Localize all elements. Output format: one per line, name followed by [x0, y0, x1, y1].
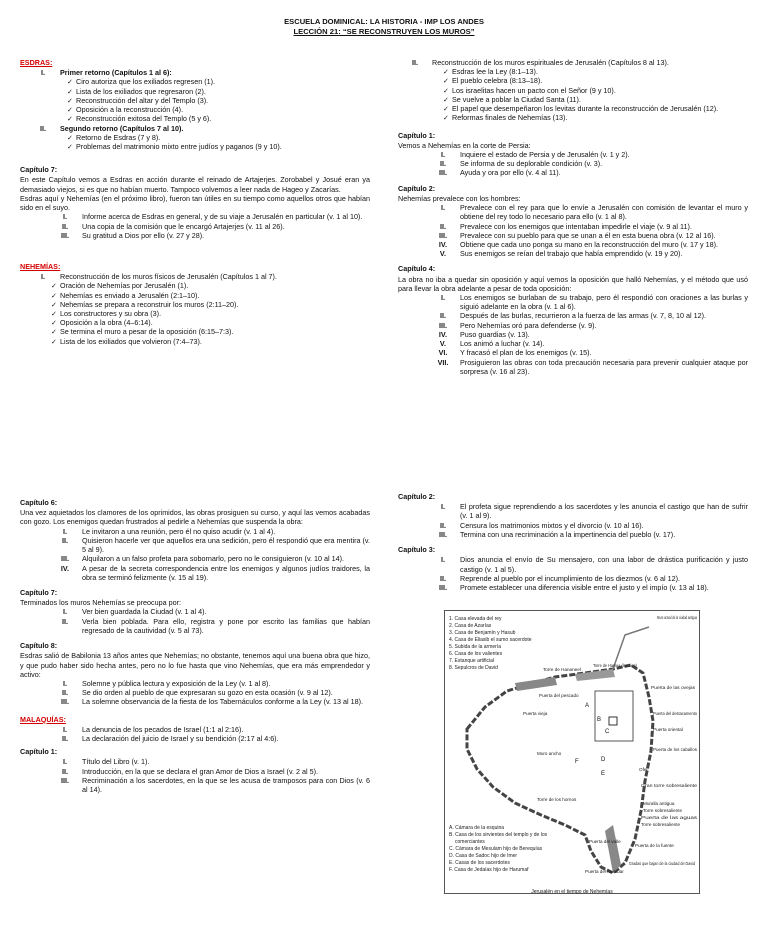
numbered-item: IV. Puso guardias (v. 13).	[438, 329, 530, 339]
m3-heading: Capítulo 3:	[398, 545, 436, 555]
letter-a: A	[585, 703, 590, 709]
lesson-subtitle: LECCIÓN 21: “SE RECONSTRUYEN LOS MUROS”	[293, 26, 475, 36]
check-icon: ✓	[50, 290, 58, 300]
label-destacamento: Puerta del destacamento	[653, 711, 698, 716]
cap7-paragraph-1: En este Capítulo vemos a Esdras en acción durante el reinado de Artajerjes. Zorobabel y Josué eran ya demasiado viejos, si es que no habían muerto. Tampoco volvemos a leer nada de Hageo y Zacarías.	[20, 175, 370, 194]
numbered-item: II. Una copia de la comisión que le encargó Artajerjes (v. 11 al 26).	[62, 221, 285, 231]
label-hornos: Torre de los hornos	[537, 797, 577, 802]
label-torre-sobre: Torre sobresaliente	[643, 808, 683, 813]
check-item: ✓ El papel que desempeñaron los levitas durante la reconstrucción de Jerusalén (12).	[440, 104, 748, 113]
numbered-item: I. Título del Libro (v. 1).	[63, 757, 150, 767]
check-icon: ✓	[442, 76, 450, 86]
label-aguas: Puerta de las aguas	[641, 815, 698, 820]
check-item: ✓ Retorno de Esdras (7 y 8).	[64, 133, 370, 142]
check-icon: ✓	[442, 113, 450, 123]
check-item: ✓ Lista de los exiliados que regresaron (2).	[64, 87, 370, 96]
nehemias-part-1: Reconstrucción de los muros físicos de Jerusalén (Capítulos 1 al 7).	[60, 272, 277, 282]
c7-heading: Capítulo 7:	[20, 587, 58, 597]
check-icon: ✓	[50, 327, 58, 337]
check-item: ✓ Nehemías se prepara a reconstruir los muros (2:11–20).	[48, 300, 370, 309]
check-item: ✓ Problemas del matrimonio mixto entre judíos y paganos (9 y 10).	[64, 142, 370, 151]
legend-item: F. Casa de Jedaías hijo de Harumaf	[449, 867, 529, 873]
letter-f: F	[575, 759, 579, 765]
numbered-item: II. La declaración del juicio de Israel y su bendición (2:17 al 4:6).	[62, 734, 279, 744]
document-title: ESCUELA DOMINICAL: LA HISTORIA - IMP LOS ANDES	[284, 17, 484, 26]
c1-heading: Capítulo 1:	[398, 130, 436, 140]
numbered-item: II. Se informa de su deplorable condición (v. 3).	[440, 159, 603, 169]
numbered-item: III. Ayuda y ora por ello (v. 4 al 11).	[439, 168, 561, 178]
nehemias-part-2: Reconstrucción de los muros espirituales de Jerusalén (Capítulos 8 al 13).	[432, 58, 669, 67]
temple-marker	[609, 717, 617, 725]
check-icon: ✓	[442, 104, 450, 114]
check-item: ✓ Reformas finales de Nehemías (13).	[440, 113, 748, 122]
check-icon: ✓	[66, 114, 74, 124]
numbered-item: IV. A pesar de la secreta correspondencia entre los enemigos y algunos judíos traidores, la obra se terminó felizmente (v. 15 al 19).	[60, 563, 370, 582]
numbered-item: II. Verla bien poblada. Para ello, registra y pone por escrito las familias que habían regresado de la cautividad (v. 5 al 73).	[62, 616, 370, 635]
legend-item: A. Cámara de la esquina	[449, 825, 505, 831]
malaquias-heading: MALAQUÍAS:	[20, 714, 66, 724]
numbered-item: II. Introducción, en la que se declara el gran Amor de Dios a Israel (v. 2 al 5).	[62, 766, 318, 776]
numbered-item: III. Prevalece con su pueblo para que se unan a él en esta buena obra (v. 12 al 16).	[439, 230, 716, 240]
numbered-item: I. Le invitaron a una reunión, pero él no quiso acudir (v. 1 al 4).	[63, 526, 276, 536]
check-icon: ✓	[66, 86, 74, 96]
check-icon: ✓	[442, 94, 450, 104]
letter-b: B	[597, 717, 602, 723]
legend-item: 8. Sepulcros de David	[449, 665, 498, 671]
numbered-item: I. La denuncia de los pecados de Israel (1:1 al 2:16).	[63, 724, 244, 734]
numbered-item: II. Se dio orden al pueblo de que expresaran su gozo en esta ocasión (v. 9 al 12).	[62, 688, 333, 698]
legend-item: 6. Casa de los valientes	[449, 651, 503, 657]
left-bottom-column: Capítulo 6: Una vez aquietados los clamores de los oprimidos, las obras prosiguen su curso, y aquí las vemos acabadas con gozo. Los enemigos quedan frustrados al pedirle a Nehemías que suspenda la obra: I. Le invitaron a una reunión, pero él no quiso acudir (v. 1 al 4). II. Quisieron hacerle ver que aquellos era una sedición, pero él respondió que era mentira (v. 5 al 9). III. Alquilaron a un falso profeta para sobornarlo, pero no le consiguieron (v. 10 al 14). IV. A pesar de la secreta correspondencia entre los enemigos y algunos judíos traidores, la obra se terminó felizmente (v. 15 al 19). Capítulo 7: Terminados los muros Nehemías se preocupa por: I. Ver bien guardada la Ciudad (v. 1 al 4). II. Verla bien poblada. Para ello, registra y pone por escrito las familias que habían regresado de la cautividad (v. 5 al 73). Capítulo 8: Esdras salió de Babilonia 13 años antes que Nehemías; no obstante, tenemos aquí una buena obra que hizo, y que pudo haber sido hecha antes, pero no lo fue hasta que vino Nehemías, que era más emprendedor y activo: I. Solemne y pública lectura y exposición de la Ley (v. 1 al 8). II. Se dio orden al pueblo de que expresaran su gozo en esta ocasión (v. 9 al 12). III. La solemne observancia de la fiesta de los Tabernáculos conforme a la Ley (v. 13 al 18). MALAQUÍAS: I. La denuncia de los pecados de Israel (1:1 al 2:16). II. La declaración del juicio de Israel y su bendición (2:17 al 4:6). Capítulo 1: I. Título del Libro (v. 1). II. Introducción, en la que se declara el gran Amor de Dios a Israel (v. 2 al 5). III. Recriminación a los sacerdotes, en la que se les acusa de tramposos para con Dios (v. 6 al 14).	[20, 498, 370, 795]
c2-heading: Capítulo 2:	[398, 183, 436, 193]
check-item: ✓ Los israelitas hacen un pacto con el Señor (9 y 10).	[440, 86, 748, 95]
numbered-item: I. Informe acerca de Esdras en general, y de su viaje a Jerusalén en particular (v. 1 al 10).	[63, 212, 363, 222]
jerusalem-map	[444, 610, 700, 894]
check-icon: ✓	[66, 77, 74, 87]
fish-gate-segment	[515, 677, 557, 691]
numbered-item: I. Inquiere el estado de Persia y de Jerusalén (v. 1 y 2).	[441, 149, 630, 159]
check-icon: ✓	[66, 95, 74, 105]
numbered-item: V. Los animó a luchar (v. 14).	[439, 339, 545, 349]
right-bottom-column	[398, 486, 748, 592]
check-item: ✓ Ciro autoriza que los exiliados regresen (1).	[64, 77, 370, 86]
legend-item: 1. Casa elevada del rey	[449, 616, 502, 622]
label-caballos: Puerta de los caballos	[653, 747, 698, 752]
numbered-item: I. Prevalece con el rey para que lo envíe a Jerusalén con comisión de levantar el muro y obtiene del rey todo lo necesario para ello (v. 1 al 8).	[441, 203, 748, 222]
numbered-item: I. Los enemigos se burlaban de su trabajo, pero él respondió con oraciones a las burlas y siguió adelante en la obra (v. 1 al 6).	[441, 293, 748, 312]
legend-item: B. Casa de los sirvientes del templo y de los	[449, 832, 548, 838]
numbered-item: III. Termina con una recriminación a la impertinencia del pueblo (v. 17).	[439, 529, 676, 539]
right-top-column: II. Reconstrucción de los muros espirituales de Jerusalén (Capítulos 8 al 13). ✓ Esdras lee la Ley (8:1–13). ✓ El pueblo celebra (8:13–18). ✓ Los israelitas hacen un pacto con el Señor (9 y 10). ✓ Se vuelve a poblar la Ciudad Santa (11). ✓ El papel que desempeñaron los levitas durante la reconstrucción de Jerusalén (12). ✓ Reformas finales de Nehemías (13). Capítulo 1: Vemos a Nehemías en la corte de Persia: I. Inquiere el estado de Persia y de Jerusalén (v. 1 y 2). II. Se informa de su deplorable condición (v. 3). III. Ayuda y ora por ello (v. 4 al 11). Capítulo 2: Nehemías prevalece con los hombres: I. Prevalece con el rey para que lo envíe a Jerusalén con comisión de levantar el muro y obtiene del rey todo lo necesario para ello (v. 1 al 8). II. Prevalece con los enemigos que intentaban impedirle el viaje (v. 9 al 11). III. Prevalece con su pueblo para que se unan a él en esta buena obra (v. 12 al 16). IV. Obtiene que cada uno ponga su mano en la reconstrucción del muro (v. 17 y 18). V. Sus enemigos se reían del trabajo que había emprendido (v. 19 y 20). Capítulo 4: La obra no iba a quedar sin oposición y aquí vemos la oposición que halló Nehemías, y el método que usó para llevar la obra adelante a pesar de toda oposición: I. Los enemigos se burlaban de su trabajo, pero él respondió con oraciones a las burlas y siguió adelante en la obra (v. 1 al 6). II. Después de las burlas, recurrieron a la fuerza de las armas (v. 7, 8, 10 al 12). III. Pero Nehemías oró para defenderse (v. 9). IV. Puso guardias (v. 13). V. Los animó a luchar (v. 14). VI. Y fracasó el plan de los enemigos (v. 15). VII. Prosiguieron las obras con toda precaución necesaria para prevenir cualquier ataque por sorpresa (v. 16 al 23).	[398, 58, 748, 376]
legend-item: E. Casas de los sacerdotes	[449, 860, 510, 866]
check-icon: ✓	[66, 105, 74, 115]
legend-item: comerciantes	[455, 839, 485, 845]
numbered-item: I. El profeta sigue reprendiendo a los sacerdotes y les anuncia el castigo que han de sufrir (v. 1 al 9).	[441, 502, 748, 521]
check-icon: ✓	[50, 318, 58, 328]
legend-item: 5. Subida de la armería	[449, 644, 501, 650]
map-caption: Jerusalén en el tiempo de Nehemías	[531, 888, 613, 895]
m2-heading: Capítulo 2:	[398, 492, 436, 501]
m1-heading: Capítulo 1:	[20, 747, 58, 757]
document-header	[0, 17, 768, 37]
numbered-item: III. Alquilaron a un falso profeta para sobornarlo, pero no le consiguieron (v. 10 al 14).	[61, 554, 344, 564]
cap7-heading: Capítulo 7:	[20, 165, 58, 175]
numbered-item: II. Censura los matrimonios mixtos y el divorcio (v. 10 al 16).	[440, 520, 644, 530]
letter-c: C	[605, 729, 610, 735]
letter-e: E	[601, 771, 606, 777]
label-torre-sobre-2: Torre sobresaliente	[641, 822, 681, 827]
label-valle: Puerta del valle	[589, 839, 621, 844]
check-item: ✓ El pueblo celebra (8:13–18).	[440, 76, 748, 85]
check-item: ✓ Se termina el muro a pesar de la oposición (6:15–7:3).	[48, 327, 370, 336]
numbered-item: I. Ver bien guardada la Ciudad (v. 1 al 4).	[63, 607, 207, 617]
c8-heading: Capítulo 8:	[20, 641, 58, 651]
check-icon: ✓	[50, 336, 58, 346]
check-item: ✓ Oposición a la obra (4–6:14).	[48, 318, 370, 327]
label-gradas: Gradas que bajan de la ciudad de David	[629, 861, 696, 866]
check-icon: ✓	[66, 132, 74, 142]
legend-item: 7. Estanque artificial	[449, 658, 495, 664]
esdras-heading: ESDRAS:	[20, 58, 53, 67]
label-hamea: Torre de Hamea (los cien)	[593, 663, 638, 668]
left-top-column: ESDRAS: I. Primer retorno (Capítulos 1 al 6): ✓ Ciro autoriza que los exiliados regresen (1). ✓ Lista de los exiliados que regresaron (2). ✓ Reconstrucción del altar y del Templo (3). ✓ Oposición a la reconstrucción (4). ✓ Reconstrucción exitosa del Templo (5 y 6). II. Segundo retorno (Capítulos 7 al 10). ✓ Retorno de Esdras (7 y 8). ✓ Problemas del matrimonio mixto entre judíos y paganos (9 y 10). Capítulo 7: En este Capítulo vemos a Esdras en acción durante el reinado de Artajerjes. Zorobabel y Josué eran ya demasiado viejos, si es que no habían muerto. Tampoco volvemos a leer nada de Hageo y Zacarías. Esdras aquí y Nehemías (en el próximo libro), fueron tan útiles en su tiempo como aquellos otros que habían sido en el suyo. I. Informe acerca de Esdras en general, y de su viaje a Jerusalén en particular (v. 1 al 10). II. Una copia de la comisión que le encargó Artajerjes (v. 11 al 26). III. Su gratitud a Dios por ello (v. 27 y 28). NEHEMÍAS: I. Reconstrucción de los muros físicos de Jerusalén (Capítulos 1 al 7). ✓ Oración de Nehemías por Jerusalén (1). ✓ Nehemías es enviado a Jerusalén (2:1–10). ✓ Nehemías se prepara a reconstruir los muros (2:11–20). ✓ Los constructores y su obra (3). ✓ Oposición a la obra (4–6:14). ✓ Se termina el muro a pesar de la oposición (6:15–7:3). ✓ Lista de los exiliados que volvieron (7:4–73).	[20, 58, 370, 346]
nehemias-heading: NEHEMÍAS:	[20, 261, 61, 271]
numbered-item: V. Sus enemigos se reían del trabajo que había emprendido (v. 19 y 20).	[439, 249, 683, 259]
check-icon: ✓	[50, 281, 58, 291]
label-pescado: Puerta del pescado	[539, 693, 579, 698]
label-ofel: Ofel	[639, 767, 648, 772]
check-icon: ✓	[66, 141, 74, 151]
check-item: ✓ Oposición a la reconstrucción (4).	[64, 105, 370, 114]
label-ovejas: Puerta de las ovejas	[651, 685, 696, 690]
numbered-item: II. Después de las burlas, recurrieron a la fuerza de las armas (v. 7, 8, 10 al 12).	[440, 311, 706, 321]
check-icon: ✓	[442, 67, 450, 77]
label-oriental: Puerta oriental	[653, 727, 683, 732]
legend-item: D. Casa de Sadoc hijo de Imer	[449, 853, 518, 859]
check-item: ✓ Los constructores y su obra (3).	[48, 309, 370, 318]
check-item: ✓ Oración de Nehemías por Jerusalén (1).	[48, 281, 370, 290]
check-icon: ✓	[50, 309, 58, 319]
map-drawing	[445, 611, 699, 893]
numbered-item: II. Reprende al pueblo por el incumplimiento de los diezmos (v. 6 al 12).	[440, 573, 681, 583]
numbered-item: IV. Obtiene que cada uno ponga su mano en la reconstrucción del muro (v. 17 y 18).	[438, 239, 718, 249]
check-item: ✓ Lista de los exiliados que volvieron (7:4–73).	[48, 337, 370, 346]
legend-item: 4. Casa de Eliasib el sumo sacerdote	[449, 637, 532, 643]
check-item: ✓ Se vuelve a poblar la Ciudad Santa (11).	[440, 95, 748, 104]
numbered-item: III. Su gratitud a Dios por ello (v. 27 y 28).	[61, 230, 205, 240]
numbered-item: III. La solemne observancia de la fiesta de los Tabernáculos conforme a la Ley (v. 13 al 18).	[61, 697, 364, 707]
legend-item: C. Cámara de Mesulam hijo de Berequías	[449, 846, 543, 852]
numbered-item: III. Pero Nehemías oró para defenderse (v. 9).	[439, 320, 597, 330]
numbered-item: II. Prevalece con los enemigos que intentaban impedirle el viaje (v. 9 al 11).	[440, 221, 692, 231]
label-muralla-antigua: Muralla antigua	[643, 801, 675, 806]
esdras-second-return: Segundo retorno (Capítulos 7 al 10).	[60, 123, 184, 133]
check-item: ✓ Nehemías es enviado a Jerusalén (2:1–10).	[48, 291, 370, 300]
c4-heading: Capítulo 4:	[398, 264, 436, 274]
numbered-item: VII. Prosiguieron las obras con toda precaución necesaria para prevenir cualquier ataque por sorpresa (v. 16 al 23).	[437, 357, 748, 376]
numbered-item: III. Recriminación a los sacerdotes, en la que se les acusa de tramposos para con Dios (v. 6 al 14).	[61, 775, 370, 795]
check-icon: ✓	[442, 85, 450, 95]
label-muladar: Puerta del muladar	[585, 869, 624, 874]
legend-item: 3. Casa de Benjamín y Hasub	[449, 630, 516, 636]
c6-heading: Capítulo 6:	[20, 498, 58, 507]
numbered-item: I. Dios anuncia el envío de Su mensajero, con una labor de drástica purificación y justo castigo (v. 1 al 5).	[441, 555, 748, 574]
check-item: ✓ Esdras lee la Ley (8:1–13).	[440, 67, 748, 76]
label-muro-ancho: Muro ancho	[537, 751, 562, 756]
check-item: ✓ Reconstrucción del altar y del Templo (3).	[64, 96, 370, 105]
numbered-item: II. Quisieron hacerle ver que aquellos era una sedición, pero él respondió que era mentira (v. 5 al 9).	[62, 535, 370, 555]
esdras-first-return: Primer retorno (Capítulos 1 al 6):	[60, 68, 172, 78]
check-item: ✓ Reconstrucción exitosa del Templo (5 y 6).	[64, 114, 370, 123]
temple-area	[595, 691, 633, 741]
cap7-paragraph-2: Esdras aquí y Nehemías (en el próximo libro), fueron tan útiles en su tiempo como aquellos otros que habían sido en el suyo.	[20, 193, 370, 213]
numbered-item: VI. Y fracasó el plan de los enemigos (v. 15).	[438, 348, 592, 358]
label-gran-torre: Gran torre sobresaliente	[641, 783, 698, 788]
numbered-item: III. Promete establecer una diferencia visible entre el justo y el impío (v. 13 al 18).	[439, 582, 709, 592]
label-hananeel: Torre de Hananeel	[543, 667, 581, 672]
check-icon: ✓	[50, 299, 58, 309]
label-muro-actual: Muro actual de la ciudad antigua	[657, 615, 698, 620]
fountain-gate-segment	[605, 825, 621, 873]
label-vieja: Puerta vieja	[523, 711, 548, 716]
numbered-item: I. Solemne y pública lectura y exposición de la Ley (v. 1 al 8).	[63, 678, 271, 688]
label-fuente: Puerta de la fuente	[635, 843, 674, 848]
letter-d: D	[601, 757, 606, 763]
legend-item: 2. Casa de Azarías	[449, 623, 492, 629]
